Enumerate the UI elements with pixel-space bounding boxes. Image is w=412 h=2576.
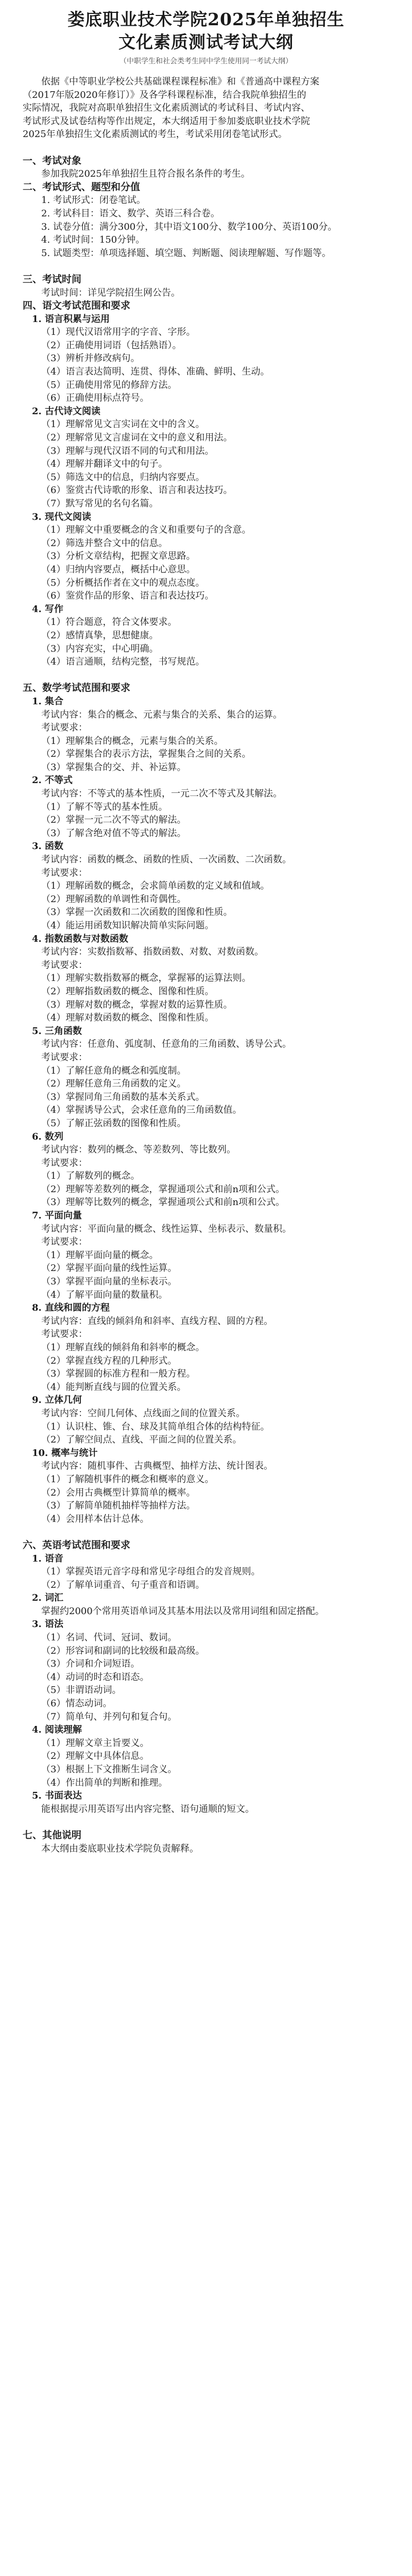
body-line: （1）了解任意角的概念和弧度制。 bbox=[41, 1065, 186, 1076]
body-line: （3）介词和介词短语。 bbox=[41, 1658, 140, 1670]
body-line: 参加我院2025年单独招生且符合报名条件的考生。 bbox=[41, 168, 250, 180]
body-line: （5）非谓语动词。 bbox=[41, 1685, 122, 1696]
section-heading: 3. 语法 bbox=[32, 1619, 64, 1630]
body-line: 考试形式及试卷结构等作出规定，本大纲适用于参加娄底职业技术学院 bbox=[23, 115, 310, 127]
body-line: （2）会用古典概型计算简单的概率。 bbox=[41, 1487, 196, 1498]
section-heading: 9. 立体几何 bbox=[32, 1395, 82, 1406]
section-heading: 三、考试时间 bbox=[23, 273, 82, 285]
section-heading: 四、语文考试范围和要求 bbox=[23, 300, 131, 312]
body-line: 考试时间：详见学院招生网公告。 bbox=[41, 287, 180, 298]
body-line: （2）理解常见文言虚词在文中的意义和用法。 bbox=[41, 432, 233, 444]
body-line: （1）了解数列的概念。 bbox=[41, 1171, 140, 1182]
body-line: （1）掌握英语元音字母和常见字母组合的发音规则。 bbox=[41, 1566, 261, 1578]
blank-line bbox=[23, 1816, 389, 1829]
body-line: （1）符合题意，符合文体要求。 bbox=[41, 617, 177, 628]
body-line: （4）会用样本估计总体。 bbox=[41, 1513, 149, 1524]
body-line: （2017年版2020年修订）》及各学科课程标准，结合我院单独招生的 bbox=[23, 89, 306, 100]
body-line: （6）鉴赏古代诗歌的形象、语言和表达技巧。 bbox=[41, 485, 233, 496]
body-line: （1）了解随机事件的概念和概率的意义。 bbox=[41, 1473, 214, 1485]
body-line: （1）理解平面向量的概念。 bbox=[41, 1249, 159, 1261]
body-line: （2）正确使用词语（包括熟语）。 bbox=[41, 340, 182, 351]
section-heading: 5. 三角函数 bbox=[32, 1025, 82, 1037]
body-line: （2）掌握一元二次不等式的解法。 bbox=[41, 815, 186, 826]
body-line: （3）理解对数的概念，掌握对数的运算性质。 bbox=[41, 999, 233, 1010]
section-heading: 1. 语音 bbox=[32, 1553, 64, 1564]
body-line: 考试内容：随机事件、古典概型、抽样方法、统计图表。 bbox=[41, 1461, 273, 1472]
body-line: 本大纲由娄底职业技术学院负责解释。 bbox=[41, 1843, 199, 1854]
body-line: （3）掌握平面向量的坐标表示。 bbox=[41, 1276, 177, 1287]
body-line: （2）掌握平面向量的线性运算。 bbox=[41, 1263, 177, 1274]
body-line: （2）感情真挚，思想健康。 bbox=[41, 630, 159, 641]
body-line: 考试内容：空间几何体、点线面之间的位置关系。 bbox=[41, 1408, 245, 1419]
body-line: 考试要求： bbox=[41, 867, 88, 878]
body-line: 1. 考试形式：闭卷笔试。 bbox=[41, 195, 146, 206]
body-line: 考试内容：平面向量的概念、线性运算、坐标表示、数量积。 bbox=[41, 1223, 291, 1234]
body-line: 2025年单独招生文化素质测试的考生，考试采用闭卷笔试形式。 bbox=[23, 129, 287, 140]
body-line: （6）情态动词。 bbox=[41, 1698, 112, 1709]
body-line: 考试内容：数列的概念、等差数列、等比数列。 bbox=[41, 1144, 236, 1156]
document-header bbox=[23, 0, 389, 66]
body-line: （2）掌握直线方程的几种形式。 bbox=[41, 1355, 177, 1366]
section-heading: 二、考试形式、题型和分值 bbox=[23, 181, 141, 193]
body-line: （3）辨析并修改病句。 bbox=[41, 353, 140, 364]
body-line: （1）名词、代词、冠词、数词。 bbox=[41, 1632, 177, 1643]
body-line: 考试要求： bbox=[41, 1052, 88, 1063]
body-line: （4）归纳内容要点，概括中心意思。 bbox=[41, 564, 196, 575]
body-line: （3）了解含绝对值不等式的解法。 bbox=[41, 827, 186, 839]
body-line: （1）认识柱、锥、台、球及其简单组合体的结构特征。 bbox=[41, 1421, 270, 1432]
body-line: （4）理解并翻译文中的句子。 bbox=[41, 459, 168, 470]
section-heading: 7. 平面向量 bbox=[32, 1210, 82, 1222]
body-line: （4）能判断直线与圆的位置关系。 bbox=[41, 1381, 186, 1393]
document-title-line-2: 文化素质测试考试大纲 bbox=[118, 32, 294, 52]
section-heading: 2. 不等式 bbox=[32, 775, 73, 786]
section-heading: 4. 指数函数与对数函数 bbox=[32, 933, 129, 944]
body-line: 考试内容：不等式的基本性质，一元二次不等式及其解法。 bbox=[41, 788, 282, 800]
body-line: （2）筛选并整合文中的信息。 bbox=[41, 537, 168, 549]
body-line: （1）理解文章主旨要义。 bbox=[41, 1737, 149, 1749]
body-line: （1）现代汉语常用字的字音、字形。 bbox=[41, 327, 196, 338]
body-line: （4）动词的时态和语态。 bbox=[41, 1671, 149, 1683]
body-line: （4）作出简单的判断和推理。 bbox=[41, 1777, 168, 1788]
body-line: 5. 试题类型：单项选择题、填空题、判断题、阅读理解题、写作题等。 bbox=[41, 247, 331, 259]
body-line: 考试内容：函数的概念、函数的性质、一次函数、二次函数。 bbox=[41, 854, 291, 866]
body-line: （1）了解不等式的基本性质。 bbox=[41, 801, 168, 812]
body-line: （2）理解函数的单调性和奇偶性。 bbox=[41, 893, 186, 905]
section-heading: 10. 概率与统计 bbox=[32, 1447, 98, 1459]
body-line: （3）分析文章结构，把握文章思路。 bbox=[41, 551, 196, 562]
body-line: 实际情况，我院对高职单独招生文化素质测试的考试科目、考试内容、 bbox=[23, 103, 310, 114]
body-line: （2）理解任意角三角函数的定义。 bbox=[41, 1078, 186, 1090]
body-line: （7）默写常见的名句名篇。 bbox=[41, 498, 159, 509]
body-line: （2）了解单词重音、句子重音和语调。 bbox=[41, 1579, 205, 1590]
section-heading: 一、考试对象 bbox=[23, 155, 82, 166]
body-line: （3）掌握一次函数和二次函数的图像和性质。 bbox=[41, 907, 233, 918]
blank-line bbox=[23, 1526, 389, 1539]
body-line: （7）简单句、并列句和复合句。 bbox=[41, 1711, 177, 1722]
body-line: 能根据提示用英语写出内容完整、语句通顺的短文。 bbox=[41, 1803, 254, 1815]
section-heading: 2. 古代诗文阅读 bbox=[32, 405, 101, 417]
section-heading: 1. 集合 bbox=[32, 696, 64, 707]
section-heading: 3. 函数 bbox=[32, 841, 64, 852]
body-line: 考试内容：实数指数幂、指数函数、对数、对数函数。 bbox=[41, 946, 264, 958]
body-line: 4. 考试时间：150分钟。 bbox=[41, 234, 145, 246]
section-heading: 1. 语言积累与运用 bbox=[32, 313, 110, 325]
body-line: （3）掌握圆的标准方程和一般方程。 bbox=[41, 1368, 196, 1380]
body-line: 考试要求： bbox=[41, 959, 88, 971]
section-heading: 8. 直线和圆的方程 bbox=[32, 1302, 110, 1314]
body-line: （5）了解正弦函数的图像和性质。 bbox=[41, 1117, 186, 1129]
body-line: （3）掌握集合的交、并、补运算。 bbox=[41, 761, 186, 773]
body-line: （2）掌握集合的表示方法，掌握集合之间的关系。 bbox=[41, 749, 251, 760]
body-line: （1）理解实数指数幂的概念，掌握幂的运算法则。 bbox=[41, 973, 251, 984]
body-line: （1）理解集合的概念，元素与集合的关系。 bbox=[41, 735, 224, 747]
section-heading: 七、其他说明 bbox=[23, 1829, 82, 1841]
section-heading: 3. 现代文阅读 bbox=[32, 511, 92, 522]
body-line: （5）正确使用常见的修辞方法。 bbox=[41, 379, 177, 391]
body-line: （4）能运用函数知识解决简单实际问题。 bbox=[41, 920, 214, 931]
section-heading: 2. 词汇 bbox=[32, 1592, 64, 1604]
body-line: （3）理解等比数列的概念，掌握通项公式和前n项和公式。 bbox=[41, 1197, 285, 1208]
body-line: （1）理解直线的倾斜角和斜率的概念。 bbox=[41, 1342, 205, 1353]
section-heading: 4. 写作 bbox=[32, 603, 64, 615]
body-line: 考试要求： bbox=[41, 722, 88, 734]
document-subtitle: （中职学生和社会类考生同中学生使用同一考试大纲） bbox=[119, 57, 293, 65]
body-line: 考试内容：集合的概念、元素与集合的关系、集合的运算。 bbox=[41, 709, 282, 720]
blank-line bbox=[23, 260, 389, 273]
document-title-line-1: 娄底职业技术学院2025年单独招生 bbox=[67, 9, 345, 29]
body-line: （5）分析概括作者在文中的观点态度。 bbox=[41, 577, 205, 588]
body-line: （3）了解简单随机抽样等抽样方法。 bbox=[41, 1500, 196, 1512]
body-line: 3. 试卷分值：满分300分，其中语文100分、数学100分、英语100分。 bbox=[41, 221, 337, 232]
body-line: （3）根据上下文推断生词含义。 bbox=[41, 1764, 177, 1775]
section-heading: 五、数学考试范围和要求 bbox=[23, 682, 131, 694]
body-line: （3）掌握同角三角函数的基本关系式。 bbox=[41, 1091, 205, 1103]
blank-line bbox=[23, 141, 389, 155]
body-line: （2）理解等差数列的概念，掌握通项公式和前n项和公式。 bbox=[41, 1183, 285, 1195]
body-line: （3）内容充实，中心明确。 bbox=[41, 643, 159, 654]
body-line: 考试要求： bbox=[41, 1236, 88, 1248]
body-line: （2）理解文中具体信息。 bbox=[41, 1751, 149, 1762]
body-line: 考试要求： bbox=[41, 1157, 88, 1168]
body-line: （3）理解与现代汉语不同的句式和用法。 bbox=[41, 445, 214, 456]
body-line: 依据《中等职业学校公共基础课程课程标准》和《普通高中课程方案 bbox=[41, 76, 319, 87]
section-heading: 4. 阅读理解 bbox=[32, 1724, 82, 1736]
body-line: （4）理解对数函数的概念、图像和性质。 bbox=[41, 1012, 214, 1024]
blank-line bbox=[23, 669, 389, 682]
body-line: （4）掌握诱导公式，会求任意角的三角函数值。 bbox=[41, 1105, 242, 1116]
section-heading: 六、英语考试范围和要求 bbox=[23, 1539, 131, 1551]
body-line: （6）鉴赏作品的形象、语言和表达技巧。 bbox=[41, 590, 214, 602]
body-line: 考试内容：任意角、弧度制、任意角的三角函数、诱导公式。 bbox=[41, 1039, 291, 1050]
body-line: （4）语言通顺，结构完整，书写规范。 bbox=[41, 656, 205, 668]
body-line: （2）了解空间点、直线、平面之间的位置关系。 bbox=[41, 1434, 242, 1446]
document-body bbox=[23, 75, 389, 1855]
body-line: 掌握约2000个常用英语单词及其基本用法以及常用词组和固定搭配。 bbox=[41, 1605, 324, 1617]
body-line: 考试要求： bbox=[41, 1329, 88, 1340]
section-heading: 6. 数列 bbox=[32, 1131, 64, 1142]
body-line: （5）筛选文中的信息，归纳内容要点。 bbox=[41, 471, 205, 483]
body-line: （1）理解常见文言实词在文中的含义。 bbox=[41, 419, 205, 430]
section-heading: 5. 书面表达 bbox=[32, 1790, 82, 1802]
body-line: （2）形容词和副词的比较级和最高级。 bbox=[41, 1645, 205, 1656]
body-line: （4）了解平面向量的数量积。 bbox=[41, 1289, 168, 1300]
body-line: 2. 考试科目：语文、数学、英语三科合卷。 bbox=[41, 208, 220, 219]
body-line: （6）正确使用标点符号。 bbox=[41, 393, 149, 404]
body-line: （2）理解指数函数的概念、图像和性质。 bbox=[41, 986, 214, 997]
body-line: （1）理解文中重要概念的含义和重要句子的含意。 bbox=[41, 524, 251, 536]
body-line: （4）语言表达简明、连贯、得体、准确、鲜明、生动。 bbox=[41, 366, 270, 378]
body-line: 考试内容：直线的倾斜角和斜率、直线方程、圆的方程。 bbox=[41, 1315, 273, 1327]
body-line: （1）理解函数的概念，会求简单函数的定义域和值域。 bbox=[41, 880, 270, 892]
